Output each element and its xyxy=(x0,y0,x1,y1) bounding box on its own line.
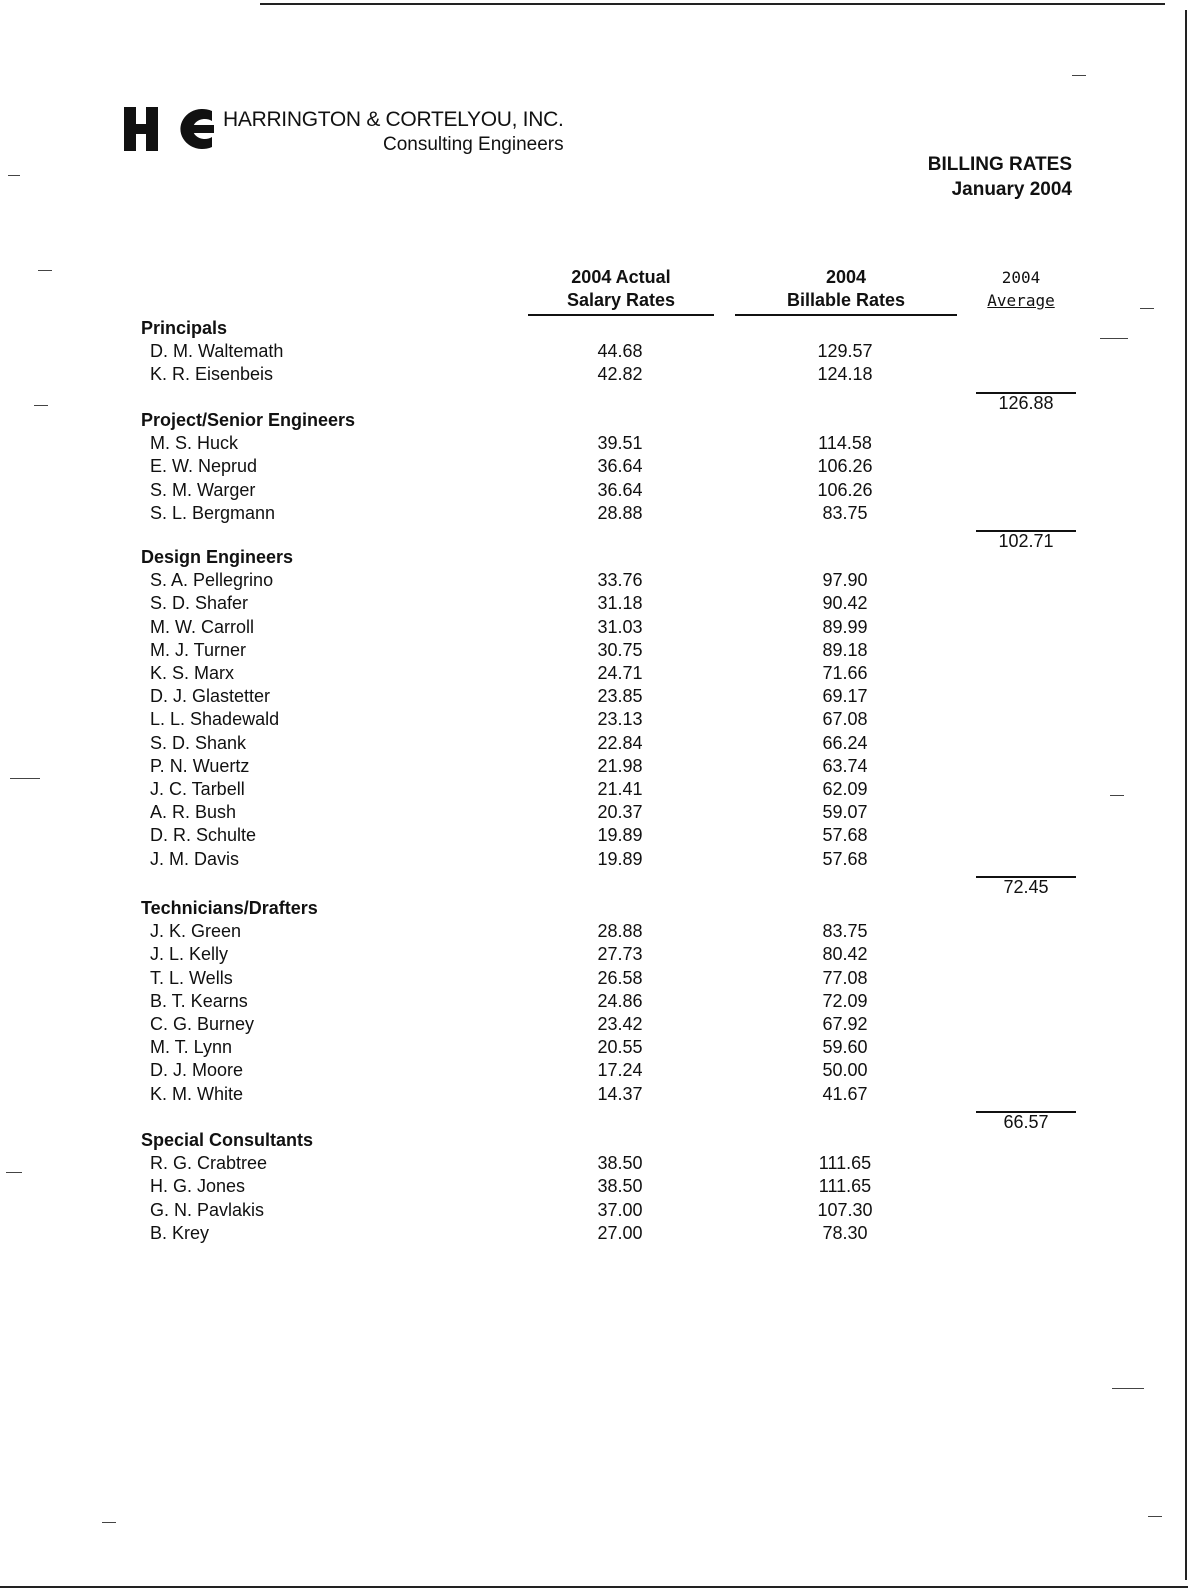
cell-billable: 111.65 xyxy=(818,1153,872,1174)
cell-name: S. L. Bergmann xyxy=(150,502,276,523)
table-row xyxy=(0,364,1200,387)
table-row xyxy=(0,849,1200,872)
document-title: BILLING RATES xyxy=(927,154,1072,175)
cell-salary: 22.84 xyxy=(597,732,643,753)
cell-billable: 114.58 xyxy=(818,433,872,454)
cell-billable: 63.74 xyxy=(822,755,868,776)
scan-speck xyxy=(1112,1388,1144,1389)
section-title: Design Engineers xyxy=(141,547,294,567)
cell-billable: 80.42 xyxy=(822,944,868,965)
company-name: HARRINGTON & CORTELYOU, INC. xyxy=(223,108,564,131)
table-row xyxy=(0,1037,1200,1060)
cell-salary: 20.55 xyxy=(597,1037,643,1058)
table-row xyxy=(0,968,1200,991)
cell-billable: 90.42 xyxy=(822,593,868,614)
cell-name: M. J. Turner xyxy=(150,639,247,660)
column-header-average-line2: Average xyxy=(987,291,1055,310)
cell-salary: 14.37 xyxy=(597,1083,643,1104)
table-row xyxy=(0,503,1200,526)
table-row xyxy=(0,1200,1200,1223)
section-average: 126.88 xyxy=(998,392,1054,413)
cell-billable: 83.75 xyxy=(822,921,868,942)
table-row xyxy=(0,802,1200,825)
cell-billable: 57.68 xyxy=(822,848,868,869)
cell-name: D. R. Schulte xyxy=(150,825,257,846)
cell-salary: 38.50 xyxy=(597,1153,643,1174)
cell-name: D. M. Waltemath xyxy=(150,341,284,362)
cell-billable: 59.60 xyxy=(822,1037,868,1058)
scan-speck xyxy=(1148,1516,1162,1517)
scan-speck xyxy=(1110,795,1124,796)
column-header-average-line1: 2004 xyxy=(1001,268,1041,287)
cell-billable: 71.66 xyxy=(822,663,868,683)
scan-speck xyxy=(1140,308,1154,309)
cell-name: A. R. Bush xyxy=(150,802,237,823)
section-average: 102.71 xyxy=(998,531,1054,551)
table-row xyxy=(0,570,1200,593)
section-title: Principals xyxy=(141,318,228,338)
cell-salary: 44.68 xyxy=(597,341,643,362)
table-row xyxy=(0,709,1200,732)
cell-name: S. M. Warger xyxy=(150,479,256,500)
cell-salary: 17.24 xyxy=(597,1060,643,1081)
cell-billable: 72.09 xyxy=(822,990,868,1011)
cell-name: C. G. Burney xyxy=(150,1014,255,1034)
table-row xyxy=(0,593,1200,616)
cell-name: S. A. Pellegrino xyxy=(150,570,274,591)
table-row xyxy=(0,1060,1200,1083)
cell-salary: 23.42 xyxy=(597,1014,643,1034)
cell-billable: 89.99 xyxy=(822,616,868,637)
cell-name: D. J. Glastetter xyxy=(150,686,271,707)
cell-billable: 62.09 xyxy=(822,779,868,799)
table-row xyxy=(0,1176,1200,1199)
page-border-bottom xyxy=(0,1586,1188,1588)
cell-billable: 111.65 xyxy=(818,1176,872,1197)
section-average: 72.45 xyxy=(1003,876,1049,897)
table-row xyxy=(0,756,1200,779)
cell-billable: 89.18 xyxy=(822,639,868,660)
column-header-salary-line2: Salary Rates xyxy=(566,290,676,310)
scan-speck xyxy=(10,778,40,779)
cell-salary: 21.41 xyxy=(597,779,643,799)
cell-salary: 24.86 xyxy=(597,990,643,1011)
cell-salary: 28.88 xyxy=(597,502,643,523)
cell-billable: 97.90 xyxy=(822,570,868,591)
column-header-average xyxy=(966,266,1076,312)
table-row xyxy=(0,1084,1200,1107)
cell-name: L. L. Shadewald xyxy=(150,709,280,730)
table-row xyxy=(0,991,1200,1014)
scan-speck xyxy=(38,270,52,271)
table-row xyxy=(0,944,1200,967)
cell-salary: 33.76 xyxy=(597,570,643,591)
table-row xyxy=(0,1223,1200,1246)
cell-name: J. C. Tarbell xyxy=(150,779,245,799)
table-row xyxy=(0,617,1200,640)
cell-salary: 19.89 xyxy=(597,825,643,846)
table-row xyxy=(0,433,1200,456)
cell-salary: 23.13 xyxy=(597,709,643,730)
column-header-billable-line1: 2004 xyxy=(825,267,867,287)
cell-salary: 19.89 xyxy=(597,848,643,869)
table-row xyxy=(0,733,1200,756)
cell-name: K. R. Eisenbeis xyxy=(150,364,274,385)
cell-billable: 50.00 xyxy=(822,1060,868,1081)
cell-name: J. K. Green xyxy=(150,921,242,942)
cell-name: K. S. Marx xyxy=(150,663,235,683)
cell-name: G. N. Pavlakis xyxy=(150,1199,265,1220)
table-row xyxy=(0,640,1200,663)
cell-salary: 28.88 xyxy=(597,921,643,942)
cell-salary: 37.00 xyxy=(597,1199,643,1220)
scan-speck xyxy=(102,1522,116,1523)
cell-name: E. W. Neprud xyxy=(150,456,258,477)
section-title: Technicians/Drafters xyxy=(141,898,318,918)
table-row xyxy=(0,825,1200,848)
cell-billable: 67.08 xyxy=(822,709,868,730)
cell-billable: 66.24 xyxy=(822,732,868,753)
cell-billable: 124.18 xyxy=(817,364,873,385)
cell-name: J. L. Kelly xyxy=(150,944,229,965)
section-average: 66.57 xyxy=(1003,1111,1049,1132)
table-row xyxy=(0,921,1200,944)
cell-billable: 107.30 xyxy=(817,1199,873,1220)
section-title: Special Consultants xyxy=(141,1130,314,1150)
cell-name: M. T. Lynn xyxy=(150,1037,233,1058)
cell-salary: 23.85 xyxy=(597,686,643,707)
column-header-salary xyxy=(528,266,714,312)
scan-speck xyxy=(34,405,48,406)
cell-name: H. G. Jones xyxy=(150,1176,246,1197)
table-row xyxy=(0,1153,1200,1176)
cell-billable: 67.92 xyxy=(822,1014,868,1034)
cell-name: S. D. Shafer xyxy=(150,593,249,614)
scan-speck xyxy=(8,175,20,176)
column-header-billable xyxy=(735,266,957,312)
column-header-salary-line1: 2004 Actual xyxy=(571,267,671,287)
cell-name: R. G. Crabtree xyxy=(150,1153,268,1174)
table-row xyxy=(0,779,1200,802)
cell-salary: 38.50 xyxy=(597,1176,643,1197)
cell-name: S. D. Shank xyxy=(150,732,247,753)
cell-salary: 31.18 xyxy=(597,593,643,614)
table-row xyxy=(0,480,1200,503)
table-row xyxy=(0,663,1200,686)
document-title-block xyxy=(928,152,1072,202)
company-logo xyxy=(124,107,216,151)
cell-name: B. Krey xyxy=(150,1222,210,1243)
cell-salary: 27.73 xyxy=(597,944,643,965)
column-header-billable-rule xyxy=(735,314,957,316)
cell-salary: 24.71 xyxy=(597,663,643,683)
cell-billable: 106.26 xyxy=(817,479,873,500)
cell-name: P. N. Wuertz xyxy=(150,755,250,776)
cell-name: K. M. White xyxy=(150,1083,244,1104)
company-subtitle: Consulting Engineers xyxy=(383,134,564,155)
cell-name: D. J. Moore xyxy=(150,1060,244,1081)
cell-billable: 78.30 xyxy=(822,1222,868,1243)
cell-billable: 83.75 xyxy=(822,502,868,523)
cell-name: B. T. Kearns xyxy=(150,990,248,1011)
scan-speck xyxy=(1072,75,1086,76)
cell-salary: 20.37 xyxy=(597,802,643,823)
scan-speck xyxy=(1100,338,1128,339)
cell-salary: 36.64 xyxy=(597,479,643,500)
cell-salary: 30.75 xyxy=(597,639,643,660)
cell-billable: 77.08 xyxy=(822,967,868,988)
cell-billable: 57.68 xyxy=(822,825,868,846)
document-date: January 2004 xyxy=(951,179,1072,200)
cell-billable: 129.57 xyxy=(817,341,873,362)
table-row xyxy=(0,686,1200,709)
cell-salary: 21.98 xyxy=(597,755,643,776)
cell-name: J. M. Davis xyxy=(150,848,240,869)
cell-name: M. W. Carroll xyxy=(150,616,255,637)
cell-billable: 106.26 xyxy=(817,456,873,477)
table-row xyxy=(0,341,1200,364)
column-header-billable-line2: Billable Rates xyxy=(786,290,906,310)
cell-salary: 36.64 xyxy=(597,456,643,477)
cell-billable: 59.07 xyxy=(822,802,868,823)
cell-salary: 27.00 xyxy=(597,1222,643,1243)
table-row xyxy=(0,456,1200,479)
cell-salary: 42.82 xyxy=(597,364,643,385)
column-header-salary-rule xyxy=(528,314,714,316)
cell-name: T. L. Wells xyxy=(150,967,233,988)
cell-salary: 26.58 xyxy=(597,967,643,988)
cell-salary: 39.51 xyxy=(597,433,643,454)
cell-name: M. S. Huck xyxy=(150,433,239,454)
table-row xyxy=(0,1014,1200,1037)
cell-salary: 31.03 xyxy=(597,616,643,637)
scan-speck xyxy=(6,1172,22,1173)
cell-billable: 41.67 xyxy=(822,1083,868,1104)
cell-billable: 69.17 xyxy=(822,686,868,707)
page-border-top xyxy=(260,3,1165,5)
section-title: Project/Senior Engineers xyxy=(141,410,356,430)
